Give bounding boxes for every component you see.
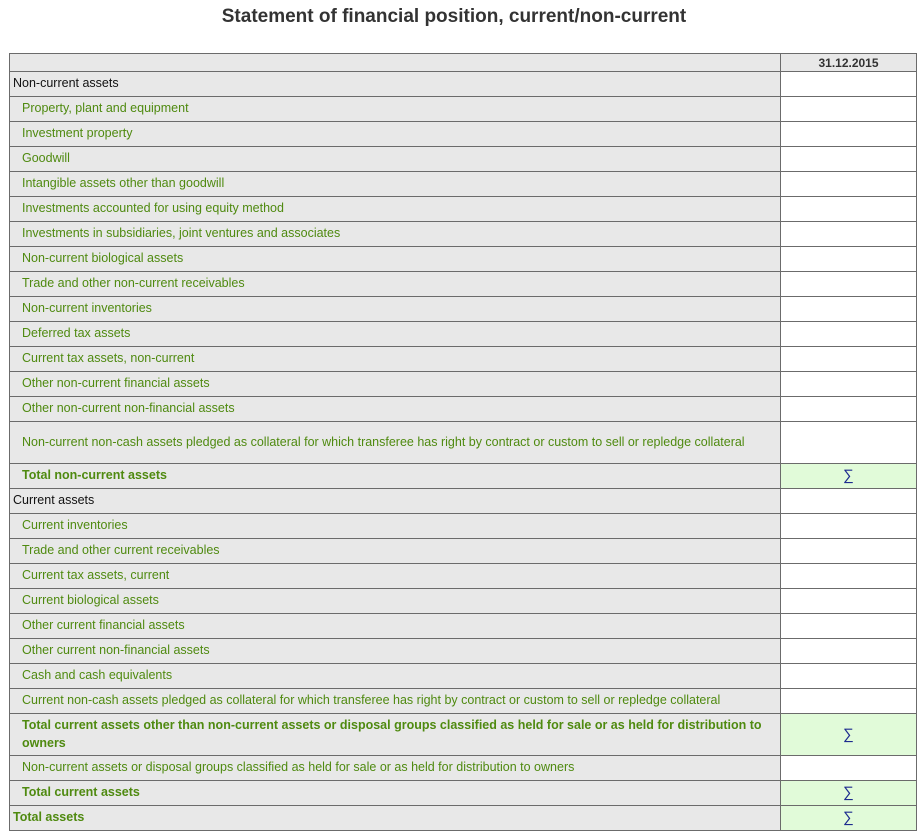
- row-label: Non-current non-cash assets pledged as collateral for which transferee has right by contract or custom to sell or repledge collateral: [10, 422, 781, 464]
- table-row: [10, 372, 917, 397]
- row-label: Non-current inventories: [10, 297, 781, 322]
- table-row: [10, 172, 917, 197]
- total-row: [10, 714, 917, 756]
- table-row: [10, 422, 917, 464]
- table-header-row: [10, 54, 917, 72]
- value-input-cell[interactable]: [781, 614, 917, 639]
- value-input-cell[interactable]: [781, 422, 917, 464]
- row-label: Investment property: [10, 122, 781, 147]
- table-row: [10, 122, 917, 147]
- total-row: [10, 464, 917, 489]
- row-label: Non-current biological assets: [10, 247, 781, 272]
- value-input-cell[interactable]: [781, 322, 917, 347]
- table-body: [10, 72, 917, 831]
- row-label: Current tax assets, current: [10, 564, 781, 589]
- table-row: [10, 564, 917, 589]
- page-title: Statement of financial position, current/non-current: [221, 6, 687, 27]
- table-row: [10, 514, 917, 539]
- table-row: [10, 664, 917, 689]
- row-label: Other non-current non-financial assets: [10, 397, 781, 422]
- financial-position-table: [9, 53, 917, 831]
- value-input-cell[interactable]: [781, 397, 917, 422]
- table-row: [10, 689, 917, 714]
- row-label: Cash and cash equivalents: [10, 664, 781, 689]
- sum-icon: ∑: [781, 714, 917, 756]
- row-label: Total current assets: [10, 781, 781, 806]
- row-label: Other non-current financial assets: [10, 372, 781, 397]
- row-label: Total current assets other than non-current assets or disposal groups classified as held for sale or as held for distribution to owners: [10, 714, 781, 756]
- row-label: Intangible assets other than goodwill: [10, 172, 781, 197]
- section-row: [10, 489, 917, 514]
- value-input-cell[interactable]: [781, 247, 917, 272]
- table-row: [10, 322, 917, 347]
- row-label: Non-current assets or disposal groups classified as held for sale or as held for distribution to owners: [10, 756, 781, 781]
- table-row: [10, 297, 917, 322]
- value-input-cell[interactable]: [781, 372, 917, 397]
- section-row: [10, 72, 917, 97]
- row-label: Deferred tax assets: [10, 322, 781, 347]
- value-input-cell[interactable]: [781, 639, 917, 664]
- period-column-header: 31.12.2015: [781, 54, 917, 72]
- row-label: Total non-current assets: [10, 464, 781, 489]
- value-input-cell[interactable]: [781, 539, 917, 564]
- row-label: Current non-cash assets pledged as collateral for which transferee has right by contract or custom to sell or repledge collateral: [10, 689, 781, 714]
- table-row: [10, 589, 917, 614]
- row-label: Current tax assets, non-current: [10, 347, 781, 372]
- table-row: [10, 147, 917, 172]
- section-value-cell: [781, 72, 917, 97]
- table-row: [10, 197, 917, 222]
- value-input-cell[interactable]: [781, 664, 917, 689]
- table-row: [10, 97, 917, 122]
- row-label: Non-current assets: [10, 72, 781, 97]
- value-input-cell[interactable]: [781, 97, 917, 122]
- value-input-cell[interactable]: [781, 689, 917, 714]
- row-label: Current assets: [10, 489, 781, 514]
- row-label: Trade and other current receivables: [10, 539, 781, 564]
- sum-icon: ∑: [781, 781, 917, 806]
- table-row: [10, 539, 917, 564]
- value-input-cell[interactable]: [781, 172, 917, 197]
- table-row: [10, 397, 917, 422]
- value-input-cell[interactable]: [781, 564, 917, 589]
- sum-icon: ∑: [781, 464, 917, 489]
- sum-icon: ∑: [781, 806, 917, 831]
- value-input-cell[interactable]: [781, 122, 917, 147]
- value-input-cell[interactable]: [781, 147, 917, 172]
- section-value-cell: [781, 489, 917, 514]
- row-label: Property, plant and equipment: [10, 97, 781, 122]
- table-row: [10, 347, 917, 372]
- row-label: Other current non-financial assets: [10, 639, 781, 664]
- value-input-cell[interactable]: [781, 297, 917, 322]
- value-input-cell[interactable]: [781, 514, 917, 539]
- table-row: [10, 222, 917, 247]
- total-row: [10, 806, 917, 831]
- value-input-cell[interactable]: [781, 197, 917, 222]
- row-label: Investments in subsidiaries, joint ventures and associates: [10, 222, 781, 247]
- row-label: Goodwill: [10, 147, 781, 172]
- table-row: [10, 614, 917, 639]
- row-label: Total assets: [10, 806, 781, 831]
- row-label: Investments accounted for using equity method: [10, 197, 781, 222]
- row-label: Current biological assets: [10, 589, 781, 614]
- row-label: Other current financial assets: [10, 614, 781, 639]
- value-input-cell[interactable]: [781, 347, 917, 372]
- table-row: [10, 272, 917, 297]
- total-row: [10, 781, 917, 806]
- value-input-cell[interactable]: [781, 272, 917, 297]
- table-row: [10, 756, 917, 781]
- row-label: Current inventories: [10, 514, 781, 539]
- table-row: [10, 639, 917, 664]
- table-row: [10, 247, 917, 272]
- value-input-cell[interactable]: [781, 756, 917, 781]
- value-input-cell[interactable]: [781, 589, 917, 614]
- value-input-cell[interactable]: [781, 222, 917, 247]
- label-column-header: [10, 54, 781, 72]
- row-label: Trade and other non-current receivables: [10, 272, 781, 297]
